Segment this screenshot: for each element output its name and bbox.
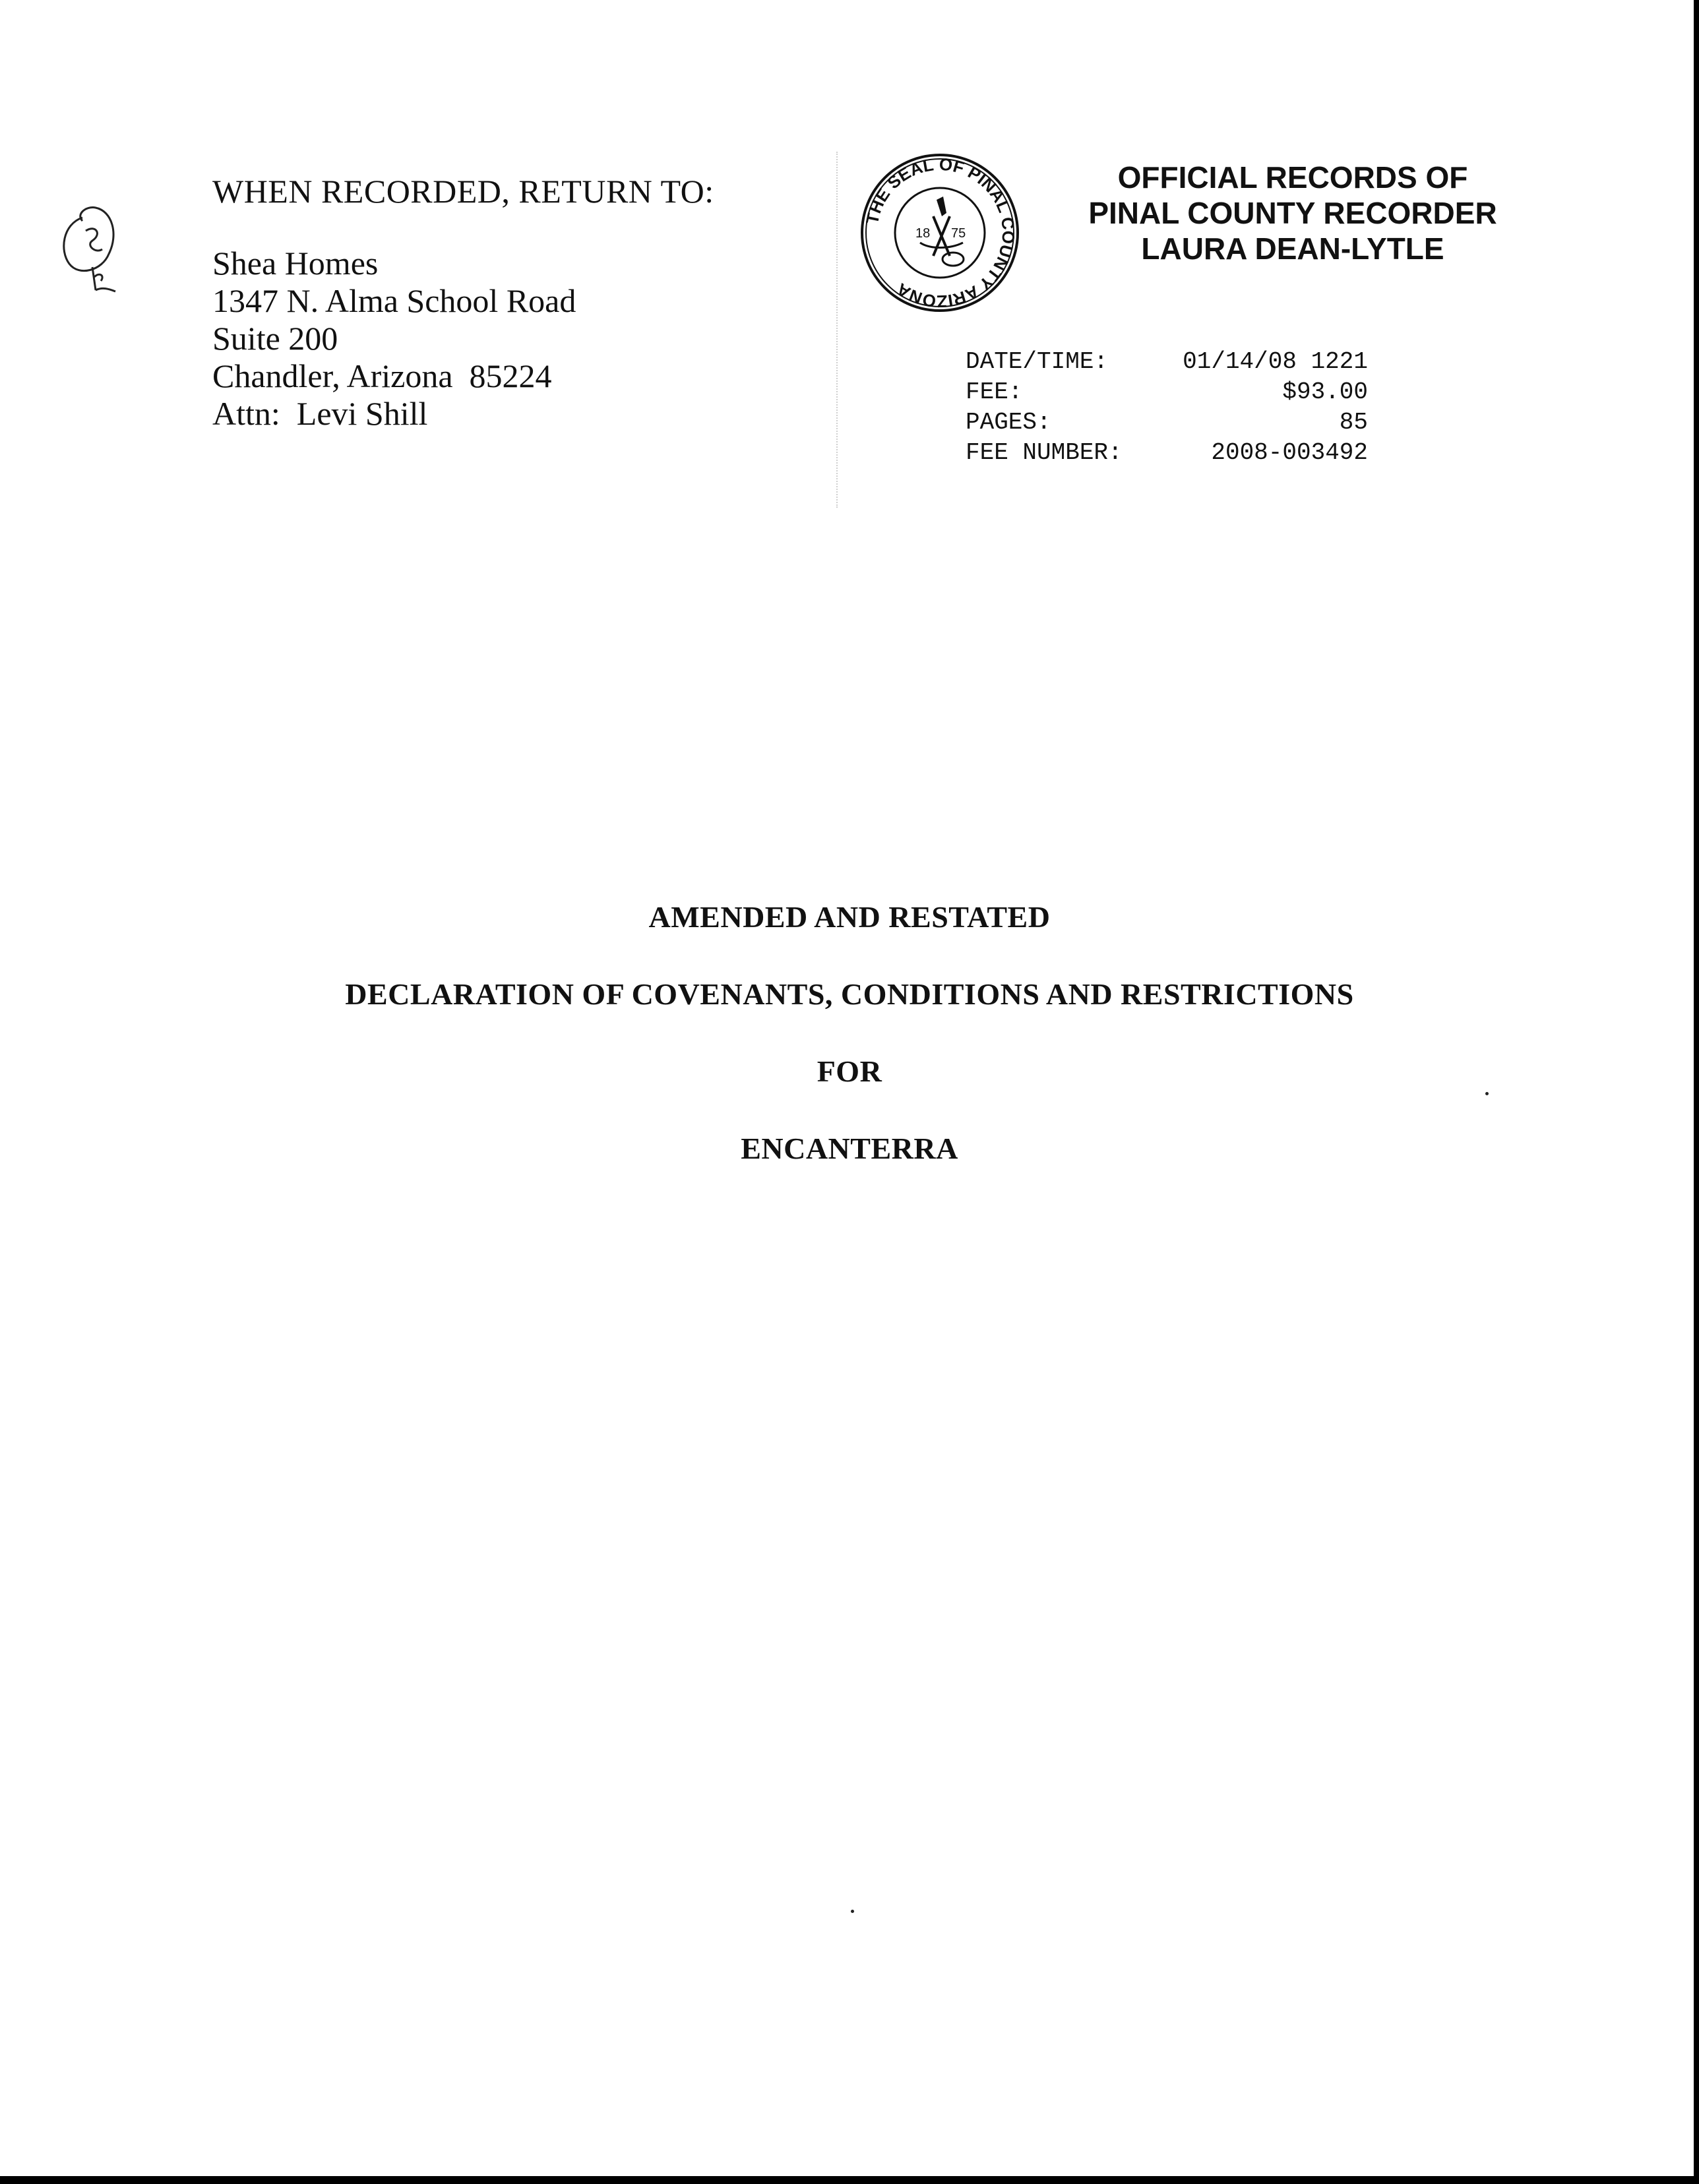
recorder-line-3: LAURA DEAN-LYTLE <box>1141 231 1444 266</box>
return-attn: Attn: Levi Shill <box>212 395 428 432</box>
dotted-guide-line <box>836 152 838 508</box>
recorder-line-2: PINAL COUNTY RECORDER <box>1088 196 1497 230</box>
title-line-3: FOR <box>817 1054 882 1088</box>
county-seal-icon <box>857 150 1022 315</box>
recording-info-row <box>966 347 1368 377</box>
seal-ring-text: THE SEAL OF PINAL COUNTY ARIZONA <box>861 154 1019 312</box>
document-title <box>0 898 1699 1207</box>
info-label-pages: PAGES: <box>966 409 1051 436</box>
recording-info-row <box>966 377 1368 408</box>
scan-speck <box>1485 1092 1489 1095</box>
info-value-fee-number: 2008-003492 <box>1211 439 1368 466</box>
seal-year-right: 75 <box>951 226 966 241</box>
title-line-1: AMENDED AND RESTATED <box>648 900 1051 934</box>
info-value-pages: 85 <box>1339 409 1368 436</box>
info-label-fee: FEE: <box>966 379 1023 406</box>
return-street: 1347 N. Alma School Road <box>212 282 576 319</box>
handwritten-page-count-icon <box>56 198 135 310</box>
info-value-datetime: 01/14/08 1221 <box>1183 348 1368 375</box>
title-line-2: DECLARATION OF COVENANTS, CONDITIONS AND RESTRICTIONS <box>345 977 1354 1011</box>
recording-info-row <box>966 438 1368 468</box>
recorder-heading <box>1029 160 1557 266</box>
seal-year-left: 18 <box>915 226 931 241</box>
return-suite: Suite 200 <box>212 320 338 357</box>
info-label-fee-number: FEE NUMBER: <box>966 439 1123 466</box>
return-name: Shea Homes <box>212 245 379 282</box>
title-line-4: ENCANTERRA <box>741 1132 958 1165</box>
recording-info <box>966 347 1368 468</box>
scan-border-bottom <box>0 2176 1699 2184</box>
return-address-block <box>212 173 714 433</box>
return-city: Chandler, Arizona 85224 <box>212 357 552 394</box>
recorder-line-1: OFFICIAL RECORDS OF <box>1117 160 1468 195</box>
recording-info-row <box>966 408 1368 438</box>
scan-speck <box>851 1910 854 1913</box>
info-value-fee: $93.00 <box>1282 379 1368 406</box>
info-label-datetime: DATE/TIME: <box>966 348 1109 375</box>
return-heading: WHEN RECORDED, RETURN TO: <box>212 173 714 210</box>
